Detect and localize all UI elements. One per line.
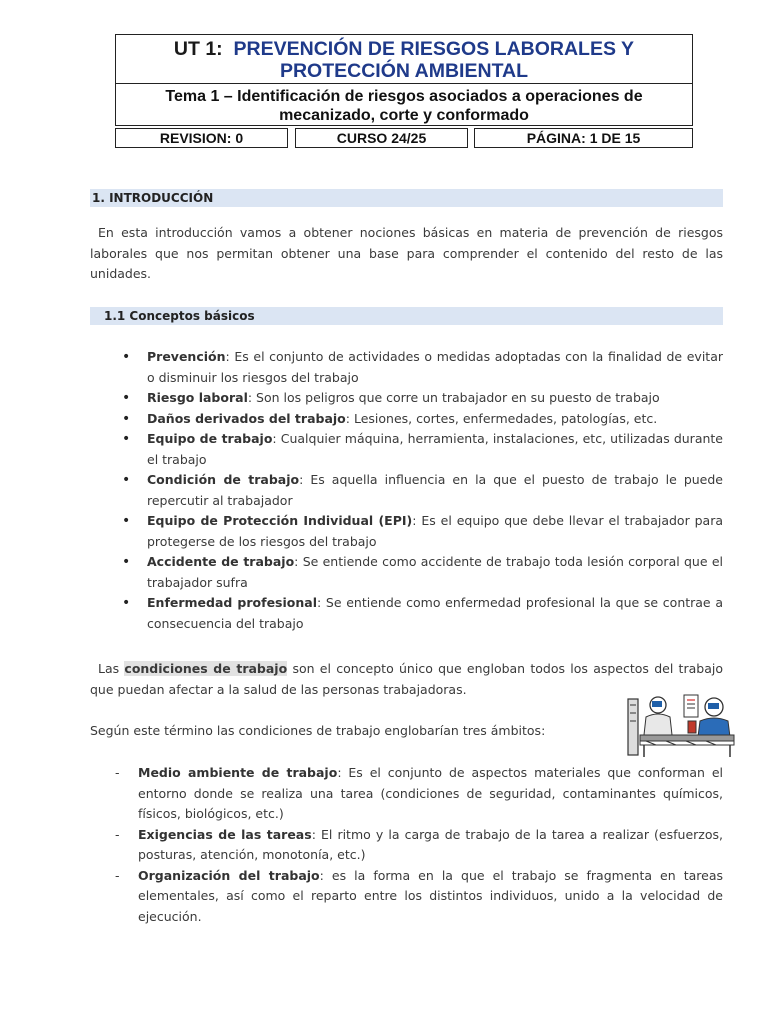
topic-title xyxy=(115,84,693,126)
list-item: • Riesgo laboral: Son los peligros que corre un trabajador en su puesto de trabajo xyxy=(122,388,723,409)
list-item: • Equipo de Protección Individual (EPI): Es el equipo que debe llevar el trabajador para protegerse de los riesgos del trabajo xyxy=(122,511,723,552)
list-item: • Accidente de trabajo: Se entiende como accidente de trabajo toda lesión corporal que el trabajador sufra xyxy=(122,552,723,593)
concept-term: Daños derivados del trabajo xyxy=(147,410,346,426)
page-cell: PÁGINA: 1 DE 15 xyxy=(474,128,693,148)
concept-term: Prevención xyxy=(147,349,226,364)
list-item: • Prevención: Es el conjunto de actividades o medidas adoptadas con la finalidad de evitar o disminuir los riesgos del trabajo xyxy=(122,347,723,388)
conditions-intro: Según este término las condiciones de trabajo englobarían tres ámbitos: xyxy=(90,723,546,738)
topic-title-line1: Tema 1 – Identificación de riesgos asociados a operaciones de xyxy=(165,88,643,105)
concept-definition: Son los peligros que corre un trabajador en su puesto de trabajo xyxy=(252,390,660,405)
course-cell: CURSO 24/25 xyxy=(295,128,468,148)
concept-definition: Se entiende como enfermedad profesional la que se contrae a consecuencia del trabajo xyxy=(147,595,723,631)
condition-term: Medio ambiente de trabajo xyxy=(138,765,338,780)
highlighted-term: condiciones de trabajo xyxy=(124,661,288,676)
list-item: • Enfermedad profesional: Se entiende como enfermedad profesional la que se contrae a consecuencia del trabajo xyxy=(122,593,723,634)
list-item xyxy=(110,825,723,866)
unit-title xyxy=(115,34,693,84)
concept-term: Condición de trabajo xyxy=(147,472,300,487)
condition-definition: : El ritmo y la carga de trabajo de la tarea a realizar (esfuerzos, posturas, atención, monotonía, etc.) xyxy=(138,826,723,862)
conditions-paragraph: Las condiciones de trabajo son el concepto único que engloban todos los aspectos del trabajo que puedan afectar a la salud de las personas trabajadoras. xyxy=(90,661,723,697)
concept-term: Accidente de trabajo xyxy=(147,554,295,569)
condition-definition: : Es el conjunto de aspectos materiales que conforman el entorno donde se realiza una tarea (condiciones de seguridad, contaminantes químicos, físicos, biológicos, etc.) xyxy=(138,765,723,821)
concept-definition: Se entiende como accidente de trabajo toda lesión corporal que el trabajador sufra xyxy=(147,554,724,590)
list-item xyxy=(110,866,723,928)
concept-definition: Es el equipo que debe llevar el trabajador para protegerse de los riesgos del trabajo xyxy=(147,513,723,549)
workers-safety-illustration-icon xyxy=(626,691,738,759)
topic-title-line2: mecanizado, corte y conformado xyxy=(279,107,529,124)
section-heading-introduccion: 1. INTRODUCCIÓN xyxy=(90,189,723,207)
concept-term: Riesgo laboral xyxy=(147,390,248,405)
list-item: • Condición de trabajo: Es aquella influencia en la que el puesto de trabajo le puede repercutir al trabajador xyxy=(122,470,723,511)
concepts-list xyxy=(122,347,723,634)
condition-term: Exigencias de las tareas xyxy=(138,826,312,842)
concept-definition: Es el conjunto de actividades o medidas adoptadas con la finalidad de evitar o disminuir los riesgos del trabajo xyxy=(147,349,723,385)
concept-term: Enfermedad profesional xyxy=(147,595,317,610)
concept-term: Equipo de trabajo xyxy=(147,431,273,446)
header-meta-row xyxy=(115,128,693,150)
intro-paragraph: En esta introducción vamos a obtener nociones básicas en materia de prevención de riesgos laborales que nos permitan obtener una base para comprender el contenido del resto de las unidades. xyxy=(90,225,723,281)
unit-title-line2: PROTECCIÓN AMBIENTAL xyxy=(279,60,529,82)
concept-definition: Lesiones, cortes, enfermedades, patologías, etc. xyxy=(350,410,658,426)
list-item: • Daños derivados del trabajo: Lesiones, cortes, enfermedades, patologías, etc. xyxy=(122,409,723,430)
list-item xyxy=(110,763,723,825)
revision-cell: REVISION: 0 xyxy=(115,128,288,148)
concept-term: Equipo de Protección Individual (EPI) xyxy=(147,513,413,528)
condition-definition: : es la forma en la que el trabajo se fragmenta en tareas elementales, así como el reparto entre los distintos individuos, unido a la velocidad de ejecución. xyxy=(138,867,723,924)
unit-title-line1: PREVENCIÓN DE RIESGOS LABORALES Y xyxy=(233,38,635,60)
concept-definition: Cualquier máquina, herramienta, instalaciones, etc, utilizadas durante el trabajo xyxy=(147,431,723,467)
conditions-list xyxy=(110,763,723,927)
document-header xyxy=(115,34,693,150)
concept-definition: Es aquella influencia en la que el puesto de trabajo le puede repercutir al trabajador xyxy=(147,472,723,508)
section-heading-conceptos: 1.1 Conceptos básicos xyxy=(90,307,723,325)
list-item: • Equipo de trabajo: Cualquier máquina, herramienta, instalaciones, etc, utilizadas durante el trabajo xyxy=(122,429,723,470)
unit-number: UT 1: xyxy=(173,38,223,60)
condition-term: Organización del trabajo xyxy=(138,867,320,883)
